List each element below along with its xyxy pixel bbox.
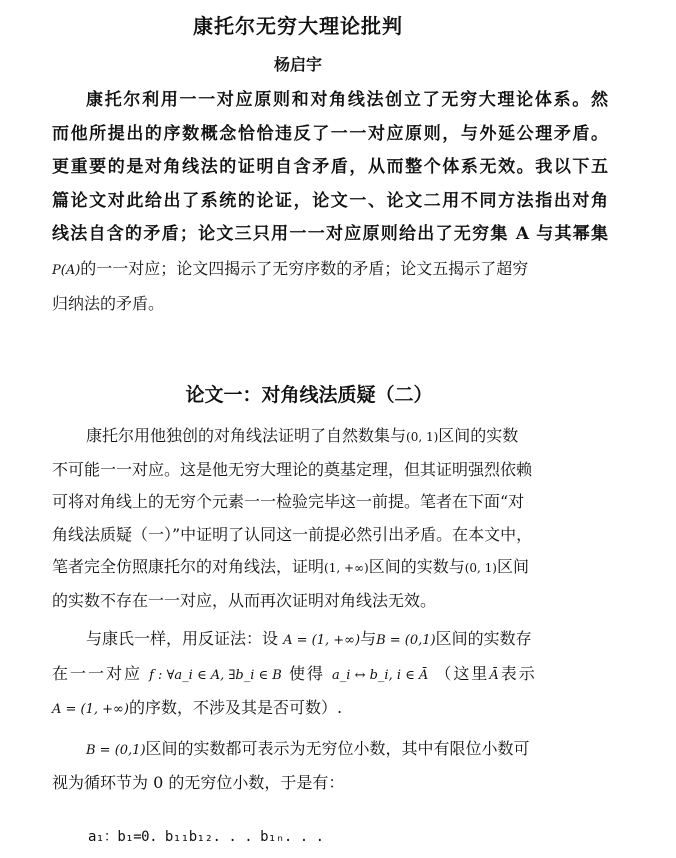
body-text: 笔者完全仿照康托尔的对角线法，证明 (52, 557, 325, 576)
section-body (52, 420, 608, 800)
math-b-def: B = (0,1) (86, 742, 146, 758)
math-mapping: f : ∀a_i ∈ A, ∃b_i ∈ B (149, 667, 282, 683)
body-text: 康托尔用他独创的对角线法证明了自然数集与 (86, 426, 407, 445)
math-a-def: A = (1, +∞) (283, 633, 361, 648)
body-text: 的序数，不涉及其是否可数）. (128, 698, 343, 717)
math-abar: Ā (489, 667, 501, 683)
paper-title: 康托尔无穷大理论批判 (193, 14, 403, 38)
body-text: （这里 (435, 663, 490, 683)
body-line: 角线法质疑（一）”中证明了认同这一前提必然引出矛盾。在本文中， (52, 524, 533, 544)
body-text: 区间的实数存 (435, 629, 532, 648)
body-line (52, 623, 608, 658)
math-b-def: B = (0,1) (376, 633, 436, 648)
abstract (52, 84, 608, 321)
body-line: 视为循环节为 0 的无穷位小数，于是有： (52, 773, 345, 792)
abstract-line: 康托尔利用一一对应原则和对角线法创立了无穷大理论体系。然 (86, 90, 608, 110)
abstract-line: 篇论文对此给出了系统的论证，论文一、论文二用不同方法指出对角 (52, 190, 608, 211)
body-text: 区间的实数 (438, 426, 519, 445)
math-pa: P(A) (52, 262, 81, 278)
body-line (52, 733, 608, 768)
math-interval: (0, 1) (464, 561, 497, 575)
formula-line: a₁：b₁=0. b₁₁b₁₂. . . b₁ₙ. . . (88, 829, 324, 845)
math-correspondence: a_i ↔ b_i, i ∈ Ā (332, 667, 429, 683)
abstract-line: 更重要的是对角线法的证明自含矛盾，从而整个体系无效。我以下五 (52, 157, 608, 177)
body-line (52, 551, 608, 585)
math-interval: (1, +∞) (324, 561, 369, 575)
section-title: 论文一：对角线法质疑（二） (185, 384, 433, 406)
math-a-def: A = (1, +∞) (52, 702, 129, 717)
body-text: 使得 (288, 663, 325, 683)
body-line: 可将对角线上的无穷个元素一一检验完毕这一前提。笔者在下面“对 (52, 492, 525, 511)
body-text: 与康氏一样，用反证法：设 (86, 629, 279, 648)
body-line: 的实数不存在一一对应，从而再次证明对角线法无效。 (52, 590, 437, 610)
body-text: 在一一对应 (52, 663, 143, 683)
math-interval: (0, 1) (406, 430, 439, 444)
body-text: 与 (360, 629, 377, 648)
body-line: 不可能一一对应。这是他无穷大理论的奠基定理，但其证明强烈依赖 (52, 459, 533, 479)
paper-author: 杨启宇 (273, 55, 322, 74)
body-text: 表示 (500, 663, 537, 683)
abstract-line: 而他所提出的序数概念恰恰违反了一一对应原则，与外延公理矛盾。 (52, 123, 608, 144)
body-line (52, 420, 608, 454)
body-line (52, 658, 608, 693)
abstract-text: 的一一对应；论文四揭示了无穷序数的矛盾；论文五揭示了超穷 (80, 258, 529, 278)
body-text: 区间的实数都可表示为无穷位小数，其中有限位小数可 (145, 738, 530, 758)
body-line (52, 692, 608, 727)
body-text: 区间的实数与 (368, 557, 465, 576)
body-text: 区间 (496, 557, 529, 576)
abstract-line (52, 252, 608, 288)
abstract-line: 线法自含的矛盾；论文三只用一一对应原则给出了无穷集 A 与其幂集 (52, 224, 608, 244)
abstract-line: 归纳法的矛盾。 (52, 294, 165, 313)
